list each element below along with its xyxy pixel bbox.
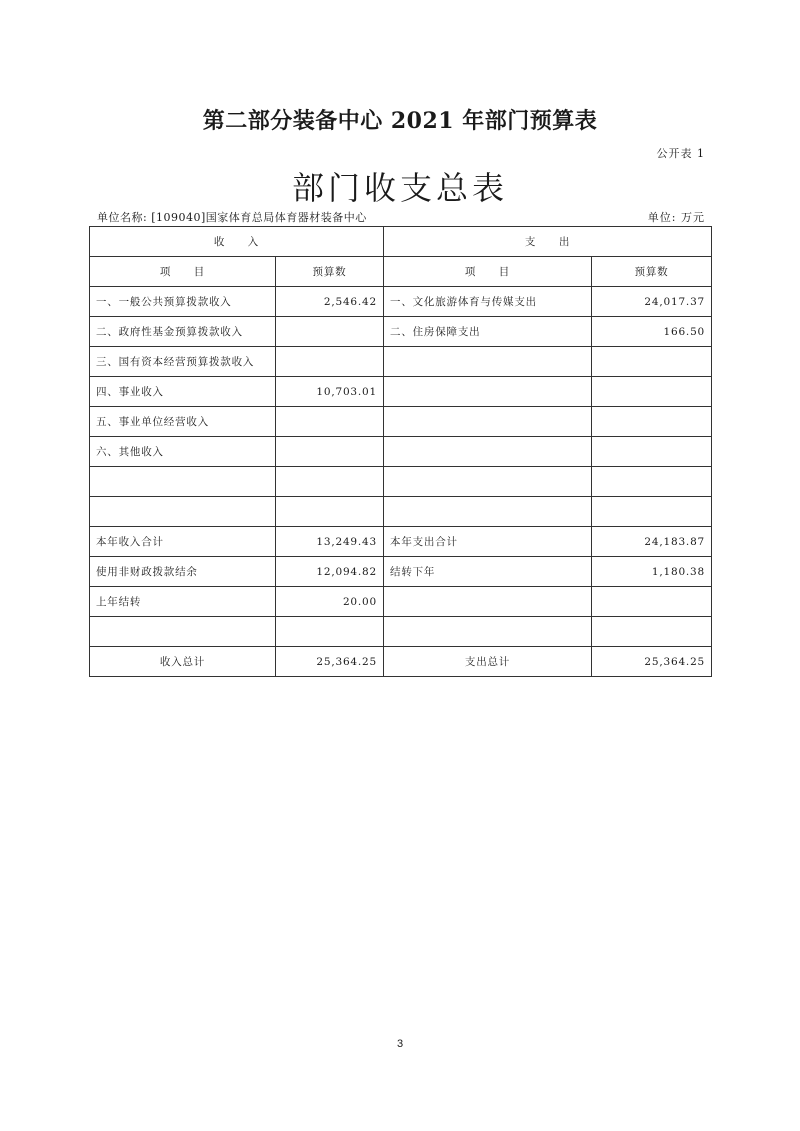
expense-amount [592,587,712,617]
document-title: 第二部分装备中心 2021 年部门预算表 [202,108,598,134]
table-row [90,527,712,557]
income-amount [276,497,384,527]
income-amount [276,467,384,497]
income-item: 使用非财政拨款结余 [90,557,276,587]
table-title: 部门收支总表 [291,169,508,207]
table-row [90,407,712,437]
budget-table-body [90,227,712,677]
unit-name: 单位名称: [109040]国家体育总局体育器材装备中心 [97,211,367,224]
income-amount: 2,546.42 [276,287,384,317]
income-item: 上年结转 [90,587,276,617]
income-item [90,497,276,527]
income-amount [276,437,384,467]
expense-amount [592,497,712,527]
expense-amount: 166.50 [592,317,712,347]
page-number: 3 [396,1038,404,1050]
expense-item: 二、住房保障支出 [384,317,592,347]
expense-item [384,467,592,497]
table-row [90,287,712,317]
column-header-row [90,257,712,287]
income-amount: 10,703.01 [276,377,384,407]
table-row [90,557,712,587]
expense-item-header: 项 目 [384,257,592,287]
total-row [90,647,712,677]
expense-item [384,377,592,407]
table-row [90,317,712,347]
expense-header: 支 出 [384,227,712,257]
expense-item: 一、文化旅游体育与传媒支出 [384,287,592,317]
expense-amount: 1,180.38 [592,557,712,587]
income-item: 本年收入合计 [90,527,276,557]
income-item: 三、国有资本经营预算拨款收入 [90,347,276,377]
expense-item: 结转下年 [384,557,592,587]
expense-amount [592,617,712,647]
expense-item [384,587,592,617]
expense-amount [592,467,712,497]
expense-item [384,437,592,467]
income-budget-header: 预算数 [276,257,384,287]
table-row [90,347,712,377]
income-amount: 20.00 [276,587,384,617]
expense-item [384,497,592,527]
table-row [90,377,712,407]
expense-amount: 24,183.87 [592,527,712,557]
expense-total-label: 支出总计 [384,647,592,677]
income-item: 五、事业单位经营收入 [90,407,276,437]
table-row [90,437,712,467]
income-amount [276,407,384,437]
table-row [90,587,712,617]
income-item: 四、事业收入 [90,377,276,407]
income-item [90,617,276,647]
section-header-row [90,227,712,257]
expense-amount: 24,017.37 [592,287,712,317]
income-item-header: 项 目 [90,257,276,287]
expense-amount [592,377,712,407]
income-amount [276,317,384,347]
form-code: 公开表 1 [656,147,705,160]
expense-amount [592,407,712,437]
budget-table [89,226,712,677]
expense-total-amount: 25,364.25 [592,647,712,677]
income-amount [276,617,384,647]
table-row [90,497,712,527]
expense-item [384,347,592,377]
table-row [90,617,712,647]
income-header: 收 入 [90,227,384,257]
expense-budget-header: 预算数 [592,257,712,287]
income-amount: 13,249.43 [276,527,384,557]
expense-item [384,617,592,647]
expense-amount [592,347,712,377]
expense-item: 本年支出合计 [384,527,592,557]
expense-item [384,407,592,437]
income-item [90,467,276,497]
income-amount: 12,094.82 [276,557,384,587]
unit-measure: 单位: 万元 [647,211,705,224]
income-item: 一、一般公共预算拨款收入 [90,287,276,317]
table-row [90,467,712,497]
income-item: 六、其他收入 [90,437,276,467]
income-amount [276,347,384,377]
income-total-amount: 25,364.25 [276,647,384,677]
income-total-label: 收入总计 [90,647,276,677]
income-item: 二、政府性基金预算拨款收入 [90,317,276,347]
expense-amount [592,437,712,467]
